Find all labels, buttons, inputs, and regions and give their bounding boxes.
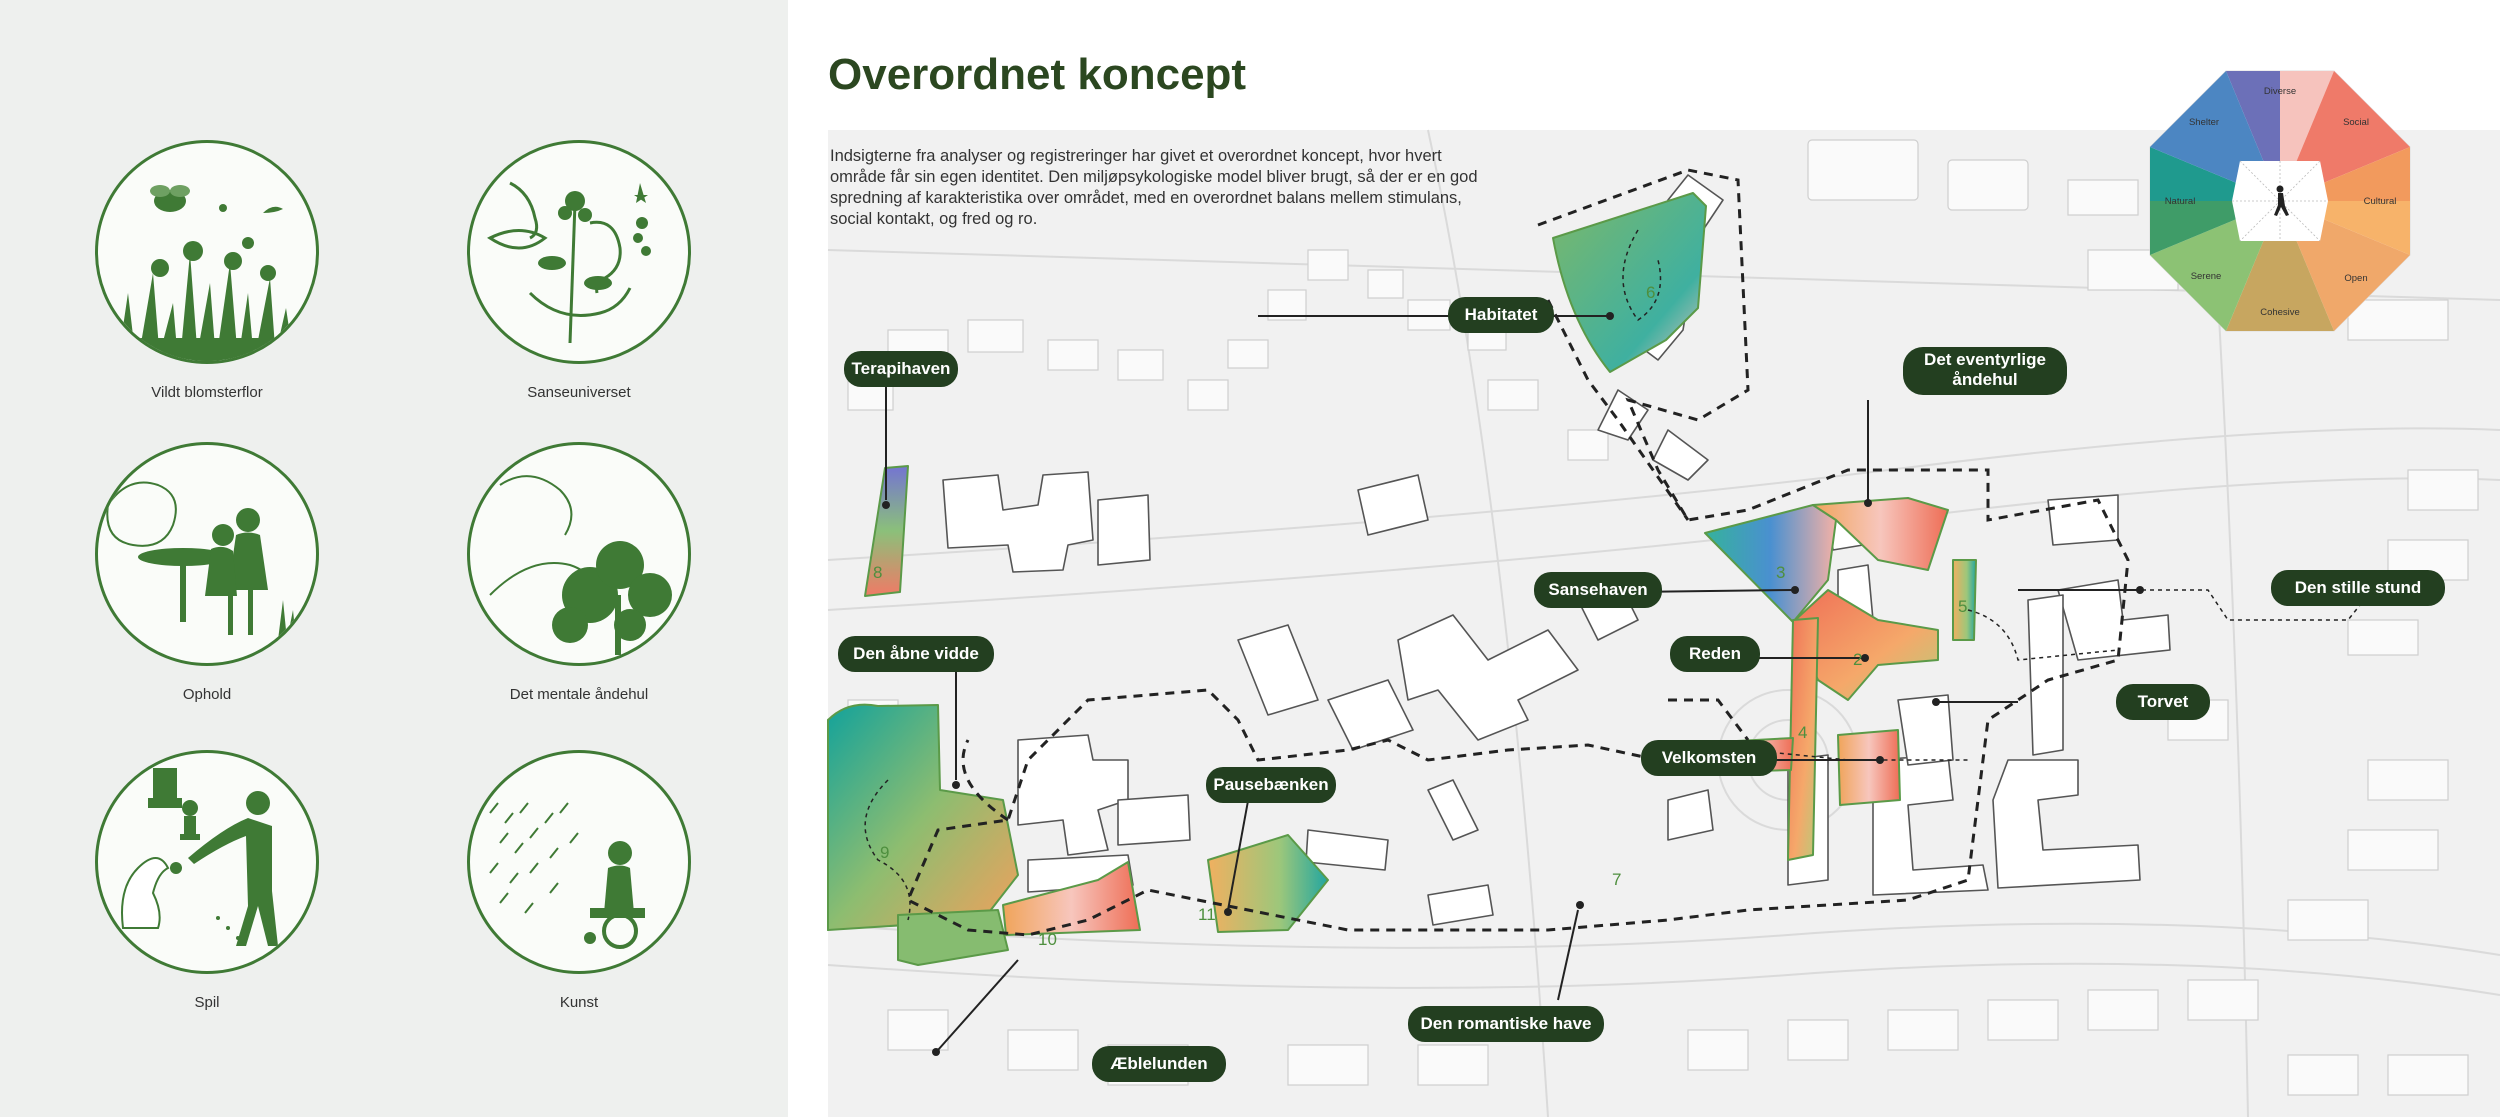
- concept-panel: [788, 0, 2500, 1117]
- icon-card-wildflowers: [77, 140, 337, 401]
- environmental-psychology-wheel: [2150, 71, 2410, 331]
- area-number-7: 7: [1612, 870, 1622, 889]
- area-number-10: 10: [1038, 930, 1057, 949]
- wheel-label-social: Social: [2343, 117, 2369, 128]
- area-number-9: 9: [880, 843, 890, 862]
- wheel-label-cohesive: Cohesive: [2260, 307, 2300, 318]
- area-label-det-eventyrlige-andehul: [1903, 347, 2067, 395]
- icon-card-mental: [449, 442, 709, 703]
- area-number-5: 5: [1958, 597, 1968, 616]
- area-number-11: 11: [1198, 905, 1216, 924]
- senses-face-icon: [467, 140, 691, 364]
- icon-label: Spil: [194, 994, 220, 1011]
- icon-card-kunst: [449, 750, 709, 1011]
- area-label-line: Det eventyrlige: [1924, 350, 2046, 369]
- area-number-4: 4: [1798, 723, 1808, 742]
- intro-text: Indsigterne fra analyser og registreringer har givet et overordnet koncept, hvor hvert område får sin egen identitet. Den miljøpsykologiske model bliver brugt, så der er en god spredning af karakteristika over området, med en overordnet balans mellem stimulans, social kontakt, og fred og ro.: [830, 147, 1478, 228]
- area-label-den-romantiske-have: Den romantiske have: [1408, 1006, 1604, 1042]
- area-label-habitatet: Habitatet: [1448, 297, 1554, 333]
- wheel-label-diverse: Diverse: [2263, 86, 2297, 97]
- wheel-label-open: Open: [2344, 273, 2368, 284]
- wheelchair-art-icon: [467, 750, 691, 974]
- area-number-8: 8: [873, 563, 883, 582]
- wildflower-bee-icon: [95, 140, 319, 364]
- area-label-pausebaenken: Pausebænken: [1206, 767, 1336, 803]
- wheel-label-serene: Serene: [2190, 271, 2222, 282]
- icon-label: Vildt blomsterflor: [151, 384, 263, 401]
- icon-card-spil: [77, 750, 337, 1011]
- wheel-label-natural: Natural: [2164, 196, 2196, 207]
- area-label-reden: Reden: [1670, 636, 1760, 672]
- icon-card-senses: [449, 140, 709, 401]
- chess-petanque-icon: [95, 750, 319, 974]
- area-label-line: åndehul: [1952, 370, 2018, 389]
- area-label-terapihaven: Terapihaven: [844, 351, 958, 387]
- icon-label: Ophold: [182, 686, 232, 703]
- icon-panel: [0, 0, 788, 1117]
- area-label-den-abne-vidde: Den åbne vidde: [838, 636, 994, 672]
- icon-label: Det mentale åndehul: [509, 686, 649, 703]
- area-label-den-stille-stund: Den stille stund: [2271, 570, 2445, 606]
- icon-label: Kunst: [559, 994, 599, 1011]
- wheel-label-cultural: Cultural: [2363, 196, 2397, 207]
- wheel-label-shelter: Shelter: [2188, 117, 2220, 128]
- people-table-icon: [95, 442, 319, 666]
- resting-person-icon: [467, 442, 691, 666]
- area-number-3: 3: [1776, 563, 1786, 582]
- icon-label: Sanseuniverset: [527, 384, 631, 401]
- area-label-sansehaven: Sansehaven: [1534, 572, 1662, 608]
- area-label-torvet: Torvet: [2116, 684, 2210, 720]
- area-label-velkomsten: Velkomsten: [1641, 740, 1777, 776]
- icon-card-ophold: [77, 442, 337, 703]
- page-title: Overordnet koncept: [828, 50, 1247, 99]
- area-label-aeblelunden: Æblelunden: [1092, 1046, 1226, 1082]
- area-number-6: 6: [1646, 283, 1656, 302]
- area-number-2: 2: [1853, 650, 1863, 669]
